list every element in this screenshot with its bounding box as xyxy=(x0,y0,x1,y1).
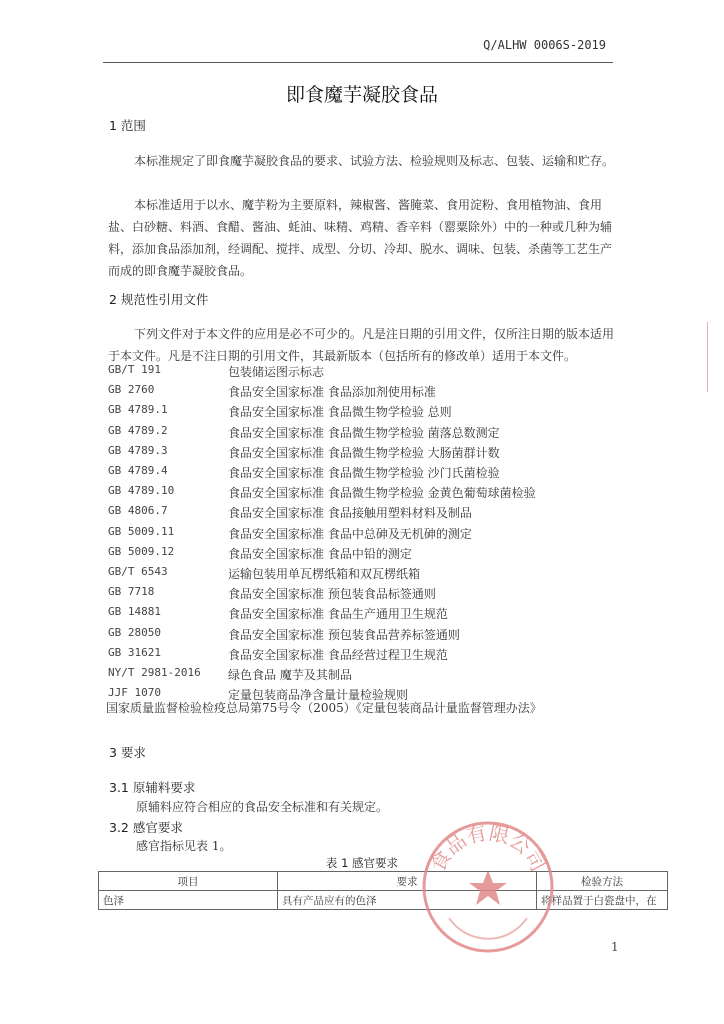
reference-title: 食品安全国家标准 食品微生物学检验 大肠菌群计数 xyxy=(228,445,500,460)
reference-code: GB 4789.1 xyxy=(108,403,168,417)
reference-title: 食品安全国家标准 食品中铅的测定 xyxy=(228,546,412,561)
section-3-heading: 3 要求 xyxy=(109,745,146,760)
reference-code: GB 5009.12 xyxy=(108,544,175,558)
header-rule xyxy=(103,62,613,63)
reference-code: NY/T 2981-2016 xyxy=(108,666,201,679)
table-row xyxy=(99,891,668,910)
reference-title: 食品安全国家标准 食品微生物学检验 菌落总数测定 xyxy=(228,425,500,440)
section-3-1-heading: 3.1 原辅料要求 xyxy=(109,780,196,795)
table-cell-requirement: 具有产品应有的色泽 xyxy=(278,891,537,910)
reference-code: GB 31621 xyxy=(108,645,161,659)
table-cell-method: 将样品置于白瓷盘中，在 xyxy=(537,891,668,910)
reference-title: 食品安全国家标准 预包装食品营养标签通则 xyxy=(228,627,460,642)
document-code: Q/ALHW 0006S-2019 xyxy=(483,38,606,52)
reference-extra: 国家质量监督检验检疫总局第75号令（2005）《定量包装商品计量监督管理办法》 xyxy=(106,701,542,715)
section-3-1-text: 原辅料应符合相应的食品安全标准和有关规定。 xyxy=(136,800,389,814)
reference-code: GB/T 191 xyxy=(108,363,161,376)
reference-title: 运输包装用单瓦楞纸箱和双瓦楞纸箱 xyxy=(228,567,421,581)
reference-code: GB 4789.4 xyxy=(108,464,168,477)
section-3-2-heading: 3.2 感官要求 xyxy=(109,820,183,835)
reference-title: 食品安全国家标准 食品接触用塑料材料及制品 xyxy=(228,506,472,521)
reference-title: 食品安全国家标准 食品微生物学检验 总则 xyxy=(228,405,452,420)
table-header-row xyxy=(99,872,668,891)
reference-code: GB 5009.11 xyxy=(108,524,175,538)
reference-title: 定量包装商品净含量计量检验规则 xyxy=(228,688,409,703)
table-header-method: 检验方法 xyxy=(537,872,668,891)
reference-code: JJF 1070 xyxy=(108,686,161,700)
table-header-requirement: 要求 xyxy=(278,872,537,891)
seal-star-icon xyxy=(469,870,507,905)
reference-code: GB 4789.2 xyxy=(108,423,168,437)
reference-code: GB 28050 xyxy=(108,625,161,639)
reference-title: 包装储运图示标志 xyxy=(228,365,325,379)
reference-title: 食品安全国家标准 食品中总砷及无机砷的测定 xyxy=(228,526,472,541)
company-seal xyxy=(419,818,557,956)
section-1-heading: 1 范围 xyxy=(109,118,146,133)
reference-code: GB/T 6543 xyxy=(108,565,168,578)
reference-code: GB 4806.7 xyxy=(108,504,168,518)
reference-title: 食品安全国家标准 食品微生物学检验 沙门氏菌检验 xyxy=(228,466,500,480)
reference-title: 食品安全国家标准 食品添加剂使用标准 xyxy=(228,385,436,400)
reference-code: GB 4789.3 xyxy=(108,443,168,457)
table-cell-item: 色泽 xyxy=(99,891,278,910)
section-2-heading: 2 规范性引用文件 xyxy=(109,292,209,307)
svg-text:食品有限公司: 食品有限公司 xyxy=(425,820,551,876)
reference-title: 食品安全国家标准 食品生产通用卫生规范 xyxy=(228,607,448,622)
reference-code: GB 4789.10 xyxy=(108,484,175,498)
section-2-intro: 下列文件对于本文件的应用是必不可少的。凡是注日期的引用文件，仅所注日期的版本适用于本文件。凡是不注日期的引用文件，其最新版本（包括所有的修改单）适用于本文件。 xyxy=(108,327,615,363)
section-3-2-text: 感官指标见表 1。 xyxy=(136,839,232,853)
reference-title: 绿色食品 魔芋及其制品 xyxy=(228,668,352,682)
page-number: 1 xyxy=(611,940,619,954)
reference-title: 食品安全国家标准 食品经营过程卫生规范 xyxy=(228,647,448,662)
table-1-caption: 表 1 感官要求 xyxy=(325,856,399,870)
section-1-paragraph-1: 本标准规定了即食魔芋凝胶食品的要求、试验方法、检验规则及标志、包装、运输和贮存。 xyxy=(134,154,615,168)
table-header-item: 项目 xyxy=(99,872,278,891)
document-title: 即食魔芋凝胶食品 xyxy=(285,84,438,106)
page-edge-mark xyxy=(707,322,724,392)
reference-title: 食品安全国家标准 预包装食品标签通则 xyxy=(228,587,436,602)
reference-code: GB 7718 xyxy=(108,585,155,599)
reference-code: GB 2760 xyxy=(108,383,155,397)
reference-title: 食品安全国家标准 食品微生物学检验 金黄色葡萄球菌检验 xyxy=(228,486,536,501)
section-1-paragraph-2: 本标准适用于以水、魔芋粉为主要原料，辣椒酱、酱腌菜、食用淀粉、食用植物油、食用盐、白砂糖、料酒、食醋、酱油、蚝油、味精、鸡精、香辛料（罂粟除外）中的一种或几种为辅料，添加食品添加剂，经调配、搅拌、成型、分切、冷却、脱水、调味、包装、杀菌等工艺生产而成的即食魔芋凝胶食品。 xyxy=(108,198,613,278)
sensory-requirements-table xyxy=(98,871,668,910)
reference-code: GB 14881 xyxy=(108,605,161,619)
